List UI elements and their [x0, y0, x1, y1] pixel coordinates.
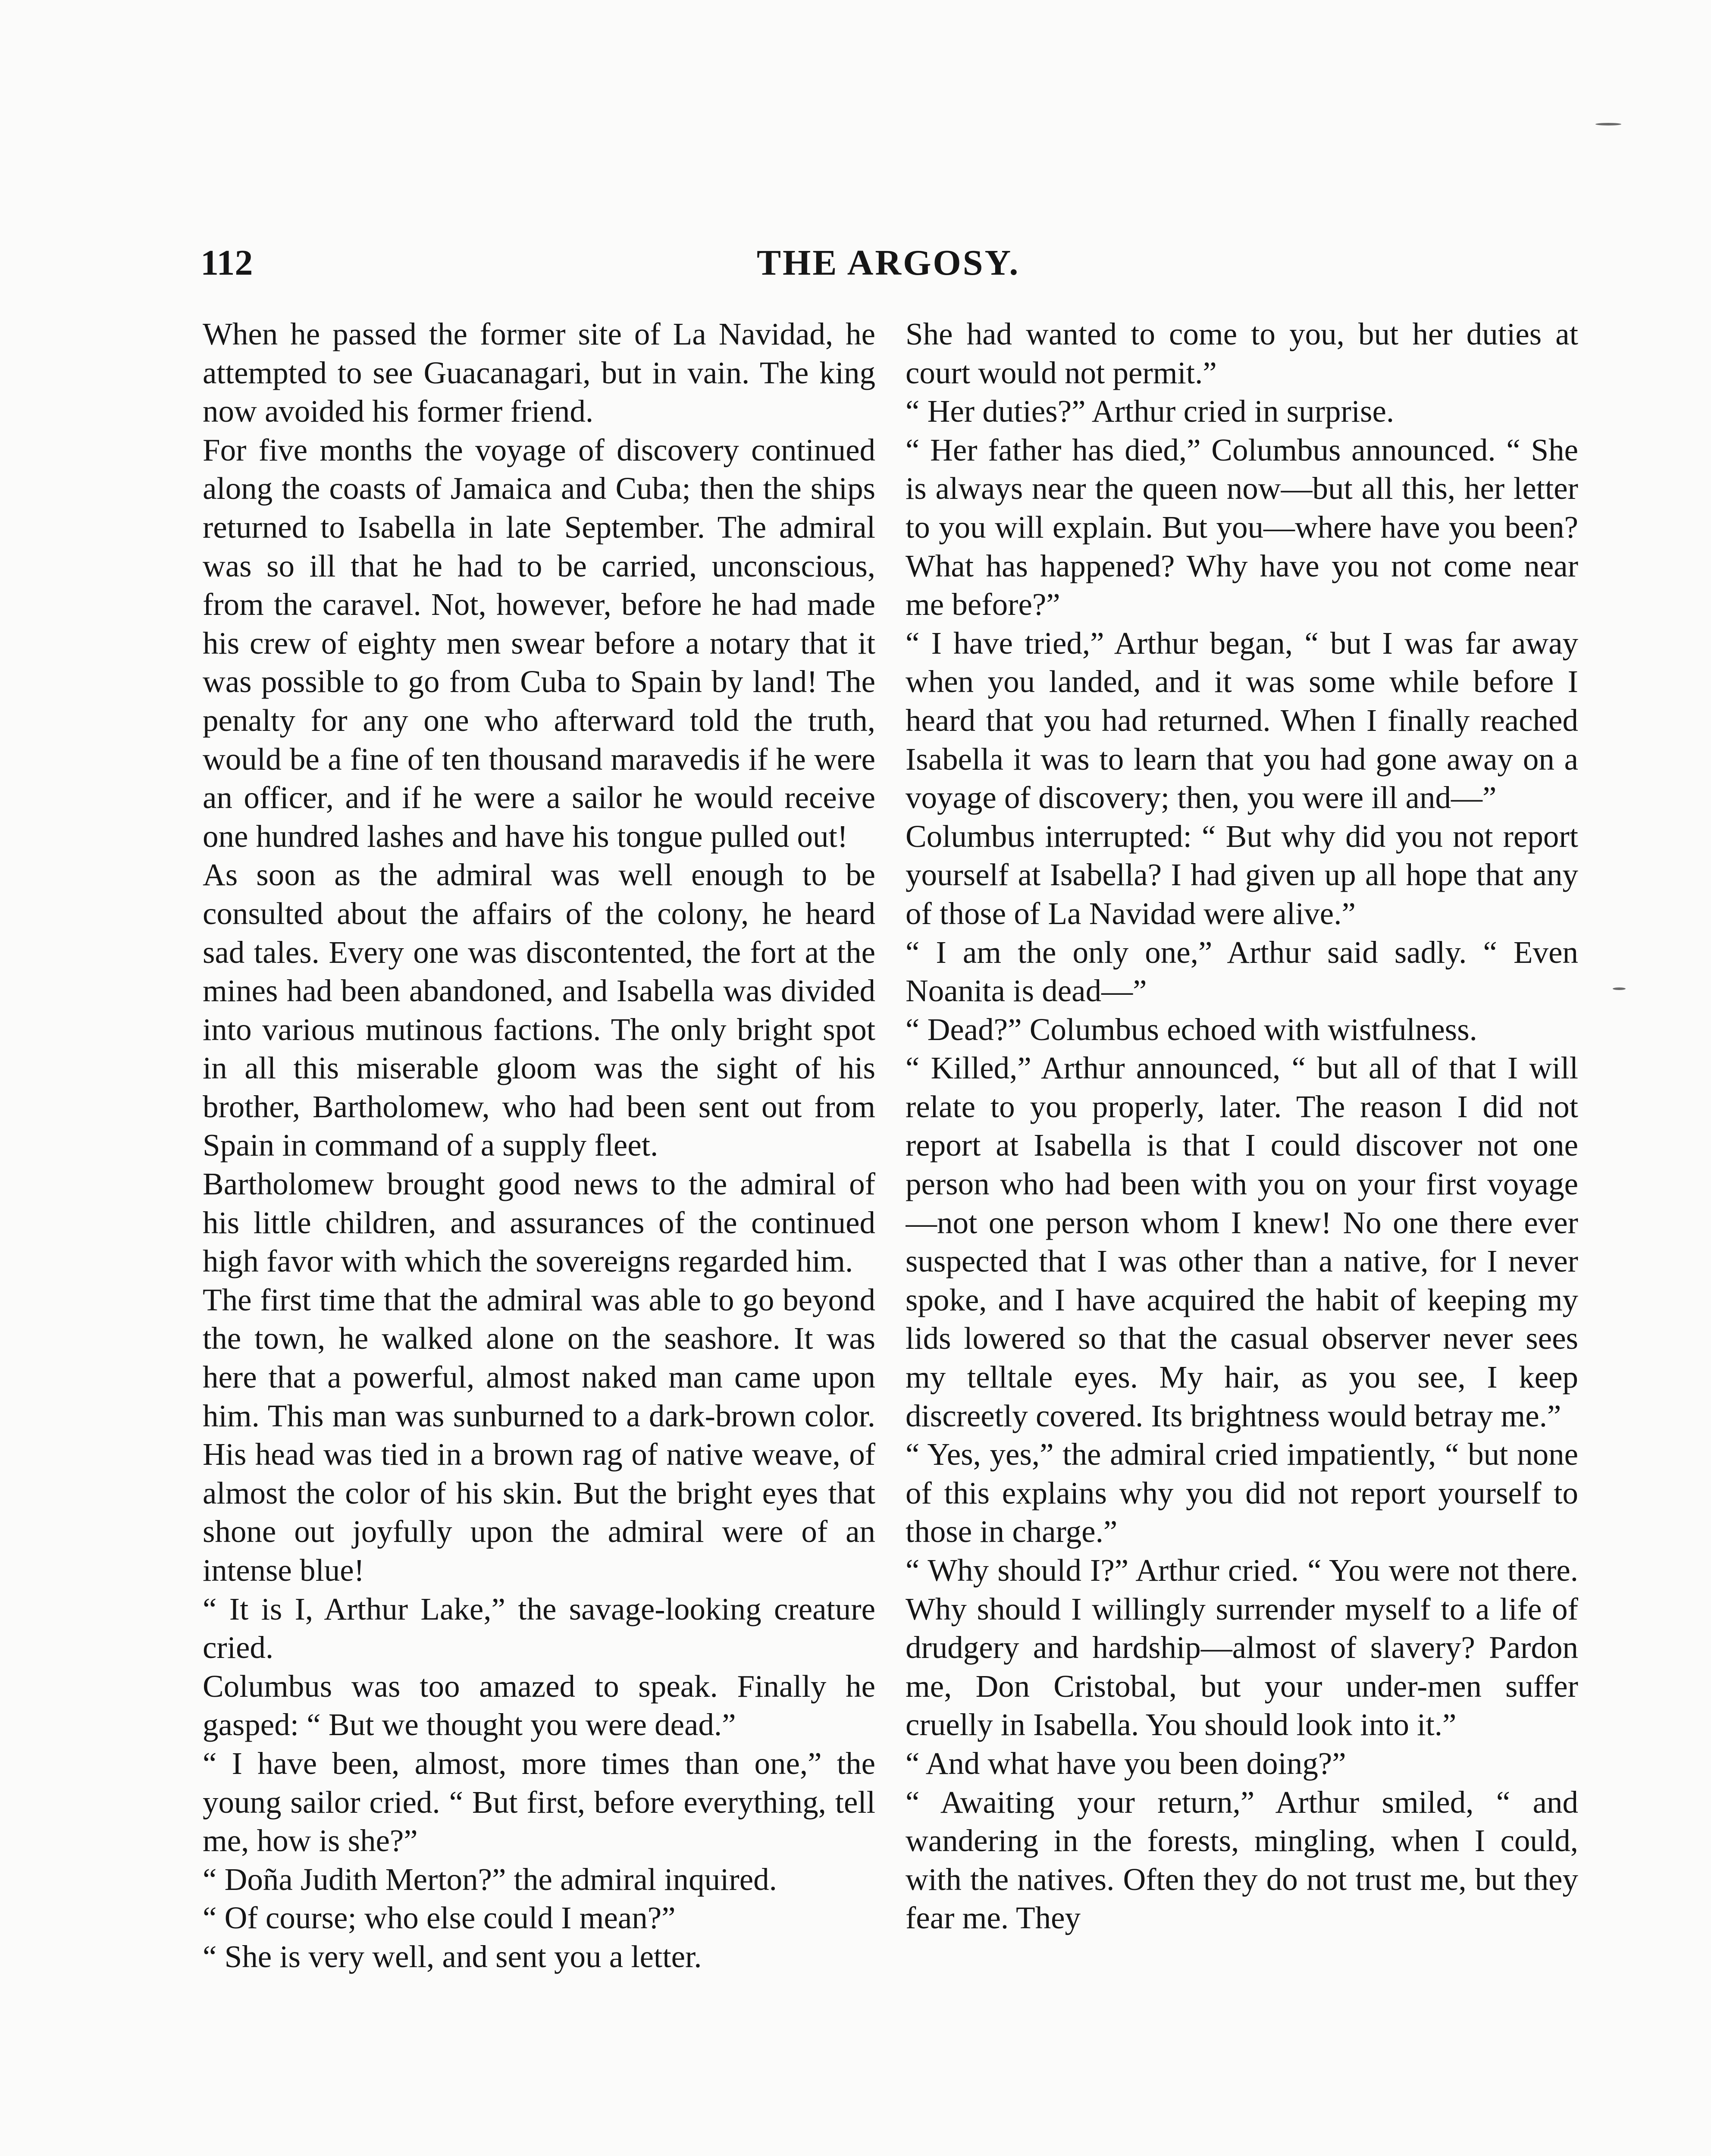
paragraph: For five months the voyage of discovery continued along the coasts of Jamaica and Cuba; then the ships returned to Isabella in late September. The admiral was so ill that he had to be carried, unconscious, from the caravel. Not, however, before he had made his crew of eighty men swear before a notary that it was possible to go from Cuba to Spain by land! The penalty for any one who afterward told the truth, would be a fine of ten thousand maravedis if he were an officer, and if he were a sailor he would receive one hundred lashes and have his tongue pulled out!: [203, 432, 875, 854]
paragraph: “ She is very well, and sent you a letter.: [203, 1939, 702, 1974]
paragraph: “ Awaiting your return,” Arthur smiled, “ and wandering in the forests, mingling, when I could, with the natives. Often they do not trust me, but they fear me. They: [906, 1784, 1578, 1936]
paragraph: “ I have been, almost, more times than one,” the young sailor cried. “ But first, before everything, tell me, how is she?”: [203, 1745, 875, 1858]
paragraph: The first time that the admiral was able to go beyond the town, he walked alone on the seashore. It was here that a powerful, almost naked man came upon him. This man was sunburned to a dark-brown color. His head was tied in a brown rag of native weave, of almost the color of his skin. But the bright eyes that shone out joyfully upon the admiral were of an intense blue!: [203, 1282, 875, 1588]
paragraph: “ It is I, Arthur Lake,” the savage-looking creature cried.: [203, 1591, 875, 1665]
paragraph: “ Dead?” Columbus echoed with wistfulness.: [906, 1012, 1477, 1047]
paragraph: “ Why should I?” Arthur cried. “ You were not there. Why should I willingly surrender myself to a life of drudgery and hardship—almost of slavery? Pardon me, Don Cristobal, but your under-men suffer cruelly in Isabella. You should look into it.”: [906, 1553, 1578, 1742]
page-number: 112: [201, 243, 253, 283]
paragraph: She had wanted to come to you, but her duties at court would not permit.”: [906, 317, 1578, 390]
running-title: THE ARGOSY.: [757, 243, 1020, 283]
print-speck: [1613, 987, 1626, 990]
right-column: [906, 315, 1578, 2156]
paragraph: “ Yes, yes,” the admiral cried impatiently, “ but none of this explains why you did not report yourself to those in charge.”: [906, 1437, 1578, 1549]
paragraph: Columbus interrupted: “ But why did you not report yourself at Isabella? I had given up all hope that any of those of La Navidad were alive.”: [906, 818, 1578, 931]
paragraph: “ And what have you been doing?”: [906, 1745, 1346, 1781]
paragraph: Columbus was too amazed to speak. Finally he gasped: “ But we thought you were dead.”: [203, 1668, 875, 1742]
page-header: [201, 239, 1628, 287]
paragraph: “ Doña Judith Merton?” the admiral inquired.: [203, 1861, 777, 1897]
paragraph: As soon as the admiral was well enough to be consulted about the affairs of the colony, he heard sad tales. Every one was discontented, the fort at the mines had been abandoned, and Isabella was divided into various mutinous factions. The only bright spot in all this miserable gloom was the sight of his brother, Bartholomew, who had been sent out from Spain in command of a supply fleet.: [203, 857, 875, 1163]
paragraph: “ Her duties?” Arthur cried in surprise.: [906, 394, 1394, 429]
paragraph: “ I am the only one,” Arthur said sadly. “ Even Noanita is dead—”: [906, 934, 1578, 1009]
paragraph: Bartholomew brought good news to the admiral of his little children, and assurances of the continued high favor with which the sovereigns regarded him.: [203, 1166, 875, 1279]
paragraph: “ Killed,” Arthur announced, “ but all of that I will relate to you properly, later. The reason I did not report at Isabella is that I could discover not one person who had been with you on your first voyage—not one person whom I knew! No one there ever suspected that I was other than a native, for I never spoke, and I have acquired the habit of keeping my lids lowered so that the casual observer never sees my telltale eyes. My hair, as you see, I keep discreetly covered. Its brightness would betray me.”: [906, 1050, 1578, 1433]
paragraph: “ Her father has died,” Columbus announced. “ She is always near the queen now—but all this, her letter to you will explain. But you—where have you been? What has happened? Why have you not come near me before?”: [906, 432, 1578, 622]
left-column: [203, 315, 875, 2156]
paragraph: “ I have tried,” Arthur began, “ but I was far away when you landed, and it was some while before I heard that you had returned. When I finally reached Isabella it was to learn that you had gone away on a voyage of discovery; then, you were ill and—”: [906, 625, 1578, 815]
paragraph: “ Of course; who else could I mean?”: [203, 1900, 676, 1936]
paragraph: When he passed the former site of La Navidad, he attempted to see Guacanagari, but in vain. The king now avoided his former friend.: [203, 317, 875, 429]
print-speck: [1595, 123, 1621, 125]
